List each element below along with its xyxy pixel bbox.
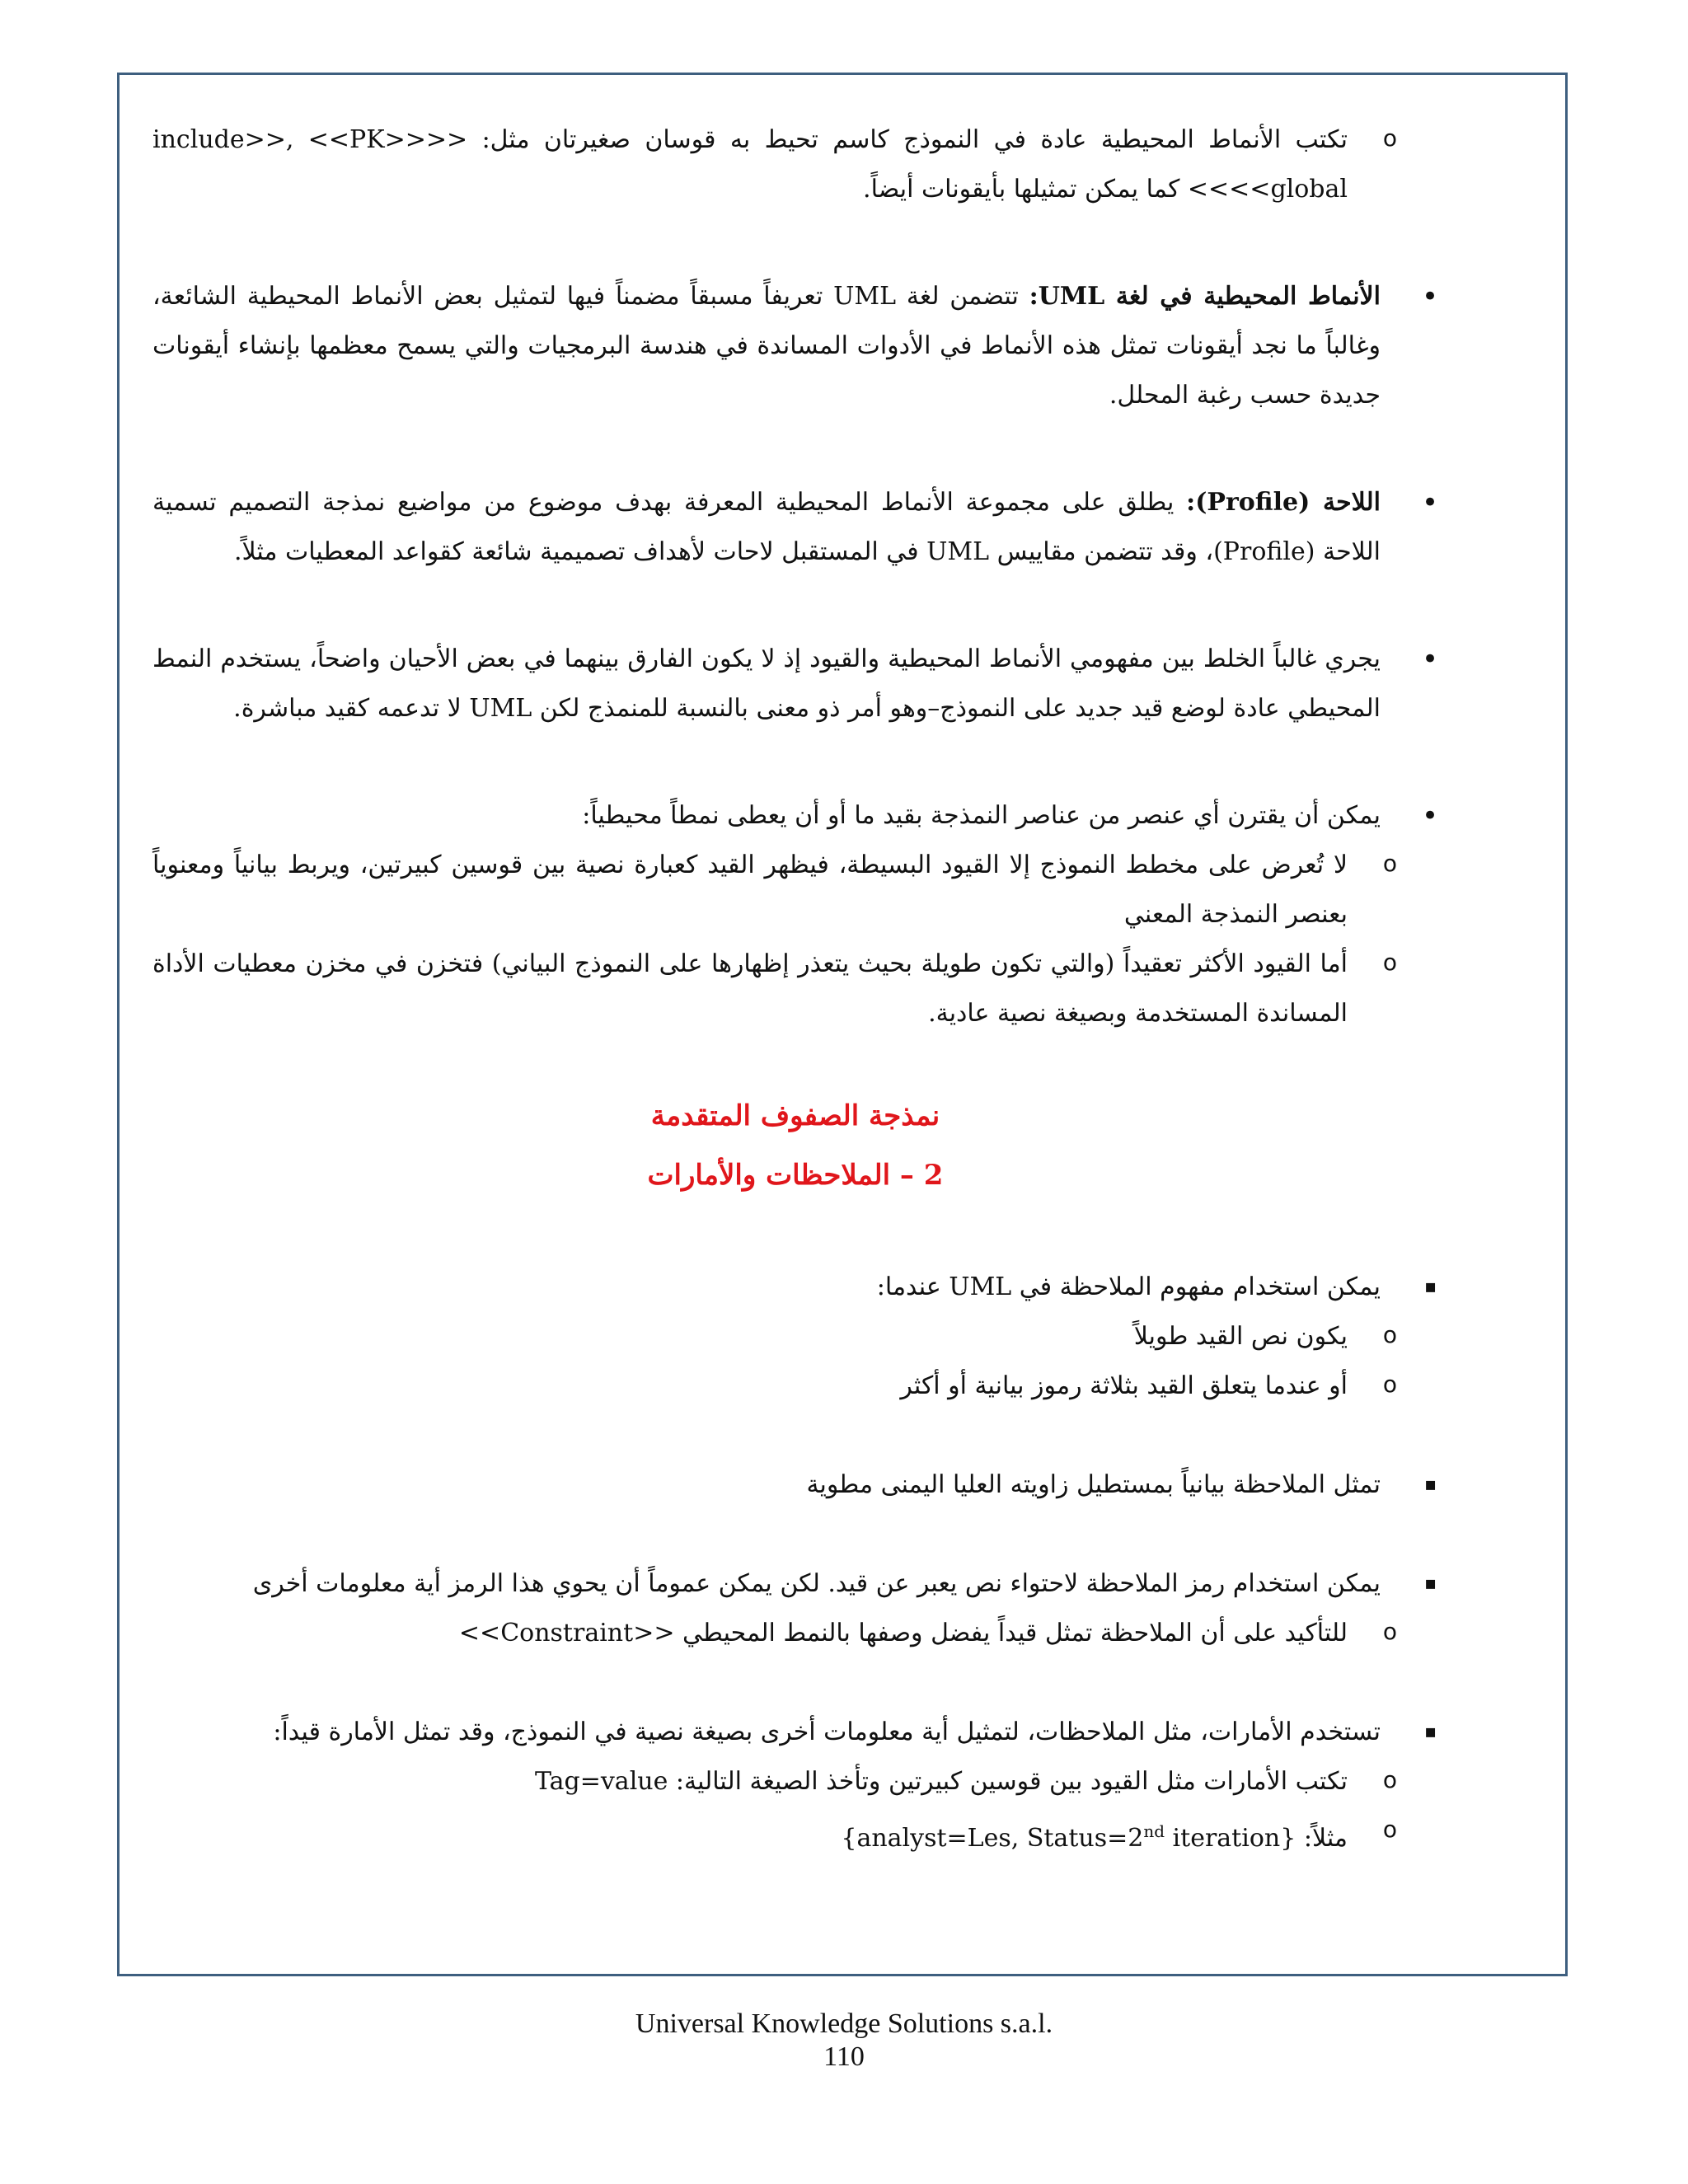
section-heading [152,1086,1438,1205]
list-item [152,1559,1438,1609]
list-item-text: للتأكيد على أن الملاحظة تمثل قيداً يفضل وصفها بالنمط المحيطي <<Constraint>> [458,1619,1348,1647]
term-label: الأنماط المحيطية في لغة UML: [1029,282,1381,311]
list-item [152,791,1438,841]
list-item [152,115,1438,214]
list-item-text: أو عندما يتعلق القيد بثلاثة رموز بيانية أو أكثر [900,1371,1348,1400]
list-item [152,1708,1438,1757]
page-content [152,115,1438,1863]
list-item [152,1361,1438,1411]
term-label: اللاحة (Profile): [1186,488,1381,517]
list-item [152,1609,1438,1658]
list-item-text: أما القيود الأكثر تعقيداً (والتي تكون طويلة بحيث يتعذر إظهارها على النموذج البياني) فتخزن في مخزن معطيات الأداة المساندة المستخدمة وبصيغة نصية عادية. [152,949,1348,1028]
list-item [152,841,1438,940]
list-item-text: يمكن استخدام مفهوم الملاحظة في UML عندما: [876,1272,1381,1301]
list-item-text: تمثل الملاحظة بيانياً بمستطيل زاويته العليا اليمنى مطوية [806,1470,1381,1499]
list-item-text: يجري غالباً الخلط بين مفهومي الأنماط المحيطية والقيود إذ لا يكون الفارق بينهما في بعض الأحيان واضحاً، يستخدم النمط المحيطي عادة لوضع قيد جديد على النموذج–وهو أمر ذو معنى بالنسبة للمنمذج لكن UML لا تدعمه كقيد مباشرة. [152,644,1381,723]
list-item-text: يكون نص القيد طويلاً [1133,1322,1348,1351]
heading-title: نمذجة الصفوف المتقدمة [650,1099,940,1132]
list-item [152,940,1438,1038]
footer-company: Universal Knowledge Solutions s.a.l. [635,2008,1053,2039]
list-item-text: تكتب الأنماط المحيطية عادة في النموذج كاسم تحيط به قوسان صغيرتان مثل: <<include>>, <<PK>> <<global>> كما يمكن تمثيلها بأيقونات أيضاً. [152,125,1348,204]
list-item-text: يمكن استخدام رمز الملاحظة لاحتواء نص يعبر عن قيد. لكن يمكن عموماً أن يحوي هذا الرمز أية معلومات أخرى [252,1569,1381,1598]
list-item [152,1460,1438,1510]
list-item-text: تتضمن لغة UML تعريفاً مسبقاً مضمناً فيها لتمثيل بعض الأنماط المحيطية الشائعة، وغالباً ما نجد أيقونات تمثل هذه الأنماط في الأدوات المساندة في هندسة البرمجيات والتي يسمح معظمها بإنشاء أيقونات جديدة حسب رغبة المحلل. [152,282,1381,410]
list-item-text: تكتب الأمارات مثل القيود بين قوسين كبيرتين وتأخذ الصيغة التالية: Tag=value [534,1767,1348,1796]
example-label: مثلاً: [1303,1824,1348,1853]
page-number: 110 [823,2041,865,2072]
list-item [152,272,1438,420]
list-item [152,1807,1438,1863]
list-item [152,1312,1438,1361]
example-formula: {analyst=Les, Status=2nd iteration} [841,1821,1296,1853]
list-item-text: لا تُعرض على مخطط النموذج إلا القيود البسيطة، فيظهر القيد كعبارة نصية بين قوسين كبيرتين، ويربط بيانياً ومعنوياً بعنصر النمذجة المعني [152,851,1348,929]
list-item [152,1757,1438,1807]
list-item-text: يمكن أن يقترن أي عنصر من عناصر النمذجة بقيد ما أو أن يعطى نمطاً محيطياً: [582,801,1381,830]
list-item-text: تستخدم الأمارات، مثل الملاحظات، لتمثيل أية معلومات أخرى بصيغة نصية في النموذج، وقد تمثل الأمارة قيداً: [273,1718,1381,1746]
list-item-text: يطلق على مجموعة الأنماط المحيطية المعرفة بهدف موضوع من مواضيع نمذجة التصميم تسمية اللاحة (Profile)، وقد تتضمن مقاييس UML في المستقبل لاحات لأهداف تصميمية شائعة كقواعد المعطيات مثلاً. [152,488,1381,566]
list-item [152,635,1438,733]
heading-subtitle: 2 – الملاحظات والأمارات [647,1159,944,1192]
list-item [152,478,1438,577]
list-item [152,1263,1438,1312]
